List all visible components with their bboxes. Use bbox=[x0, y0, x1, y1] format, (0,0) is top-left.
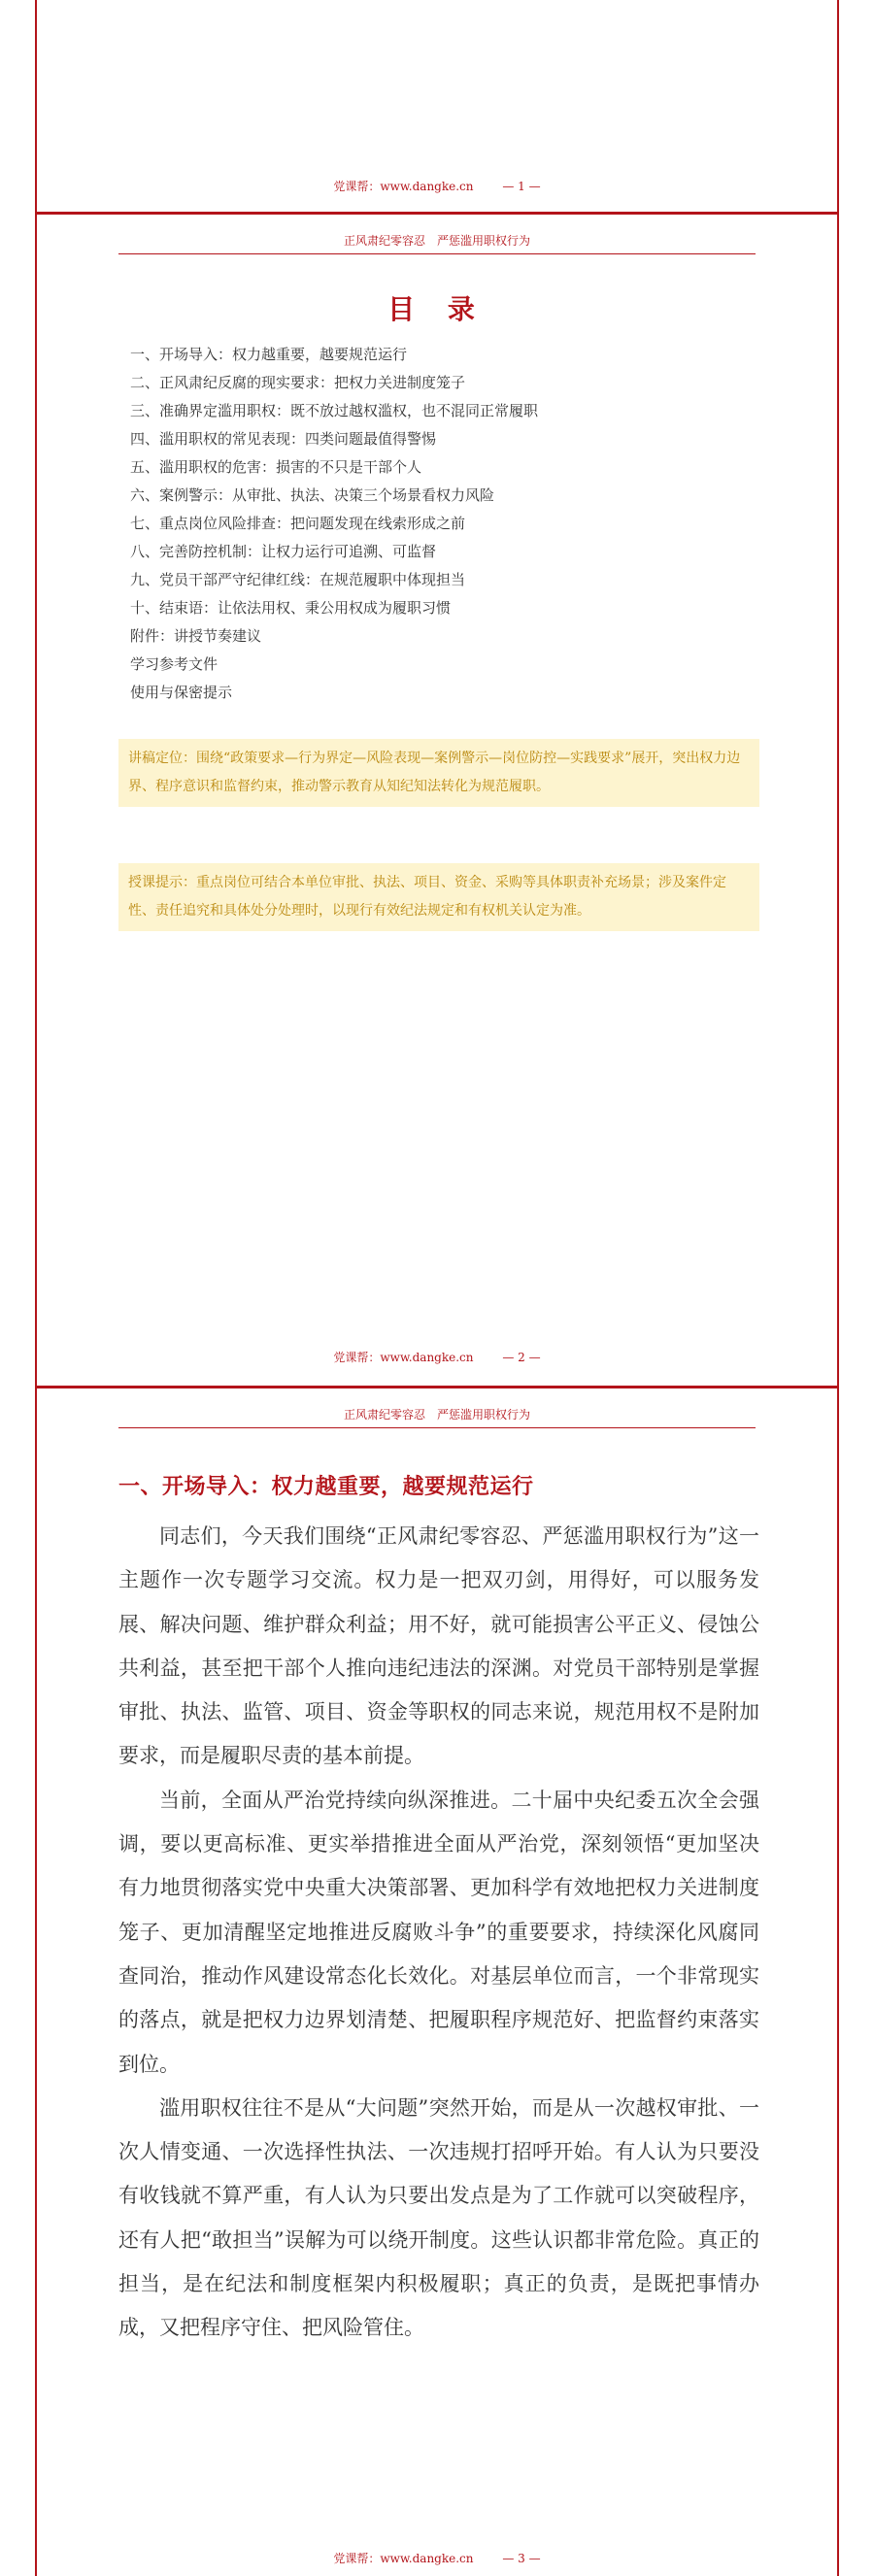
toc-item[interactable]: 八、完善防控机制：让权力运行可追溯、可监督 bbox=[130, 543, 437, 560]
footer-site[interactable]: 党课帮：www.dangke.cn bbox=[333, 180, 474, 193]
body-paragraph: 当前，全面从严治党持续向纵深推进。二十届中央纪委五次全会强调，要以更高标准、更实举措推进全面从严治党，深刻领悟“更加坚决有力地贯彻落实党中央重大决策部署、更加科学有效地把权力关进制度笼子、更加清醒坚定地推进反腐败斗争”的重要要求，持续深化风腐同查同治，推动作风建设常态化长效化。对基层单位而言，一个非常现实的落点，就是把权力边界划清楚、把履职程序规范好、把监督约束落实到位。 bbox=[118, 1788, 759, 2076]
toc-list bbox=[130, 341, 752, 707]
toc-title: 目 录 bbox=[387, 293, 487, 325]
page-number: — 2 — bbox=[502, 1351, 541, 1364]
toc-item[interactable]: 使用与保密提示 bbox=[130, 684, 233, 701]
toc-item[interactable]: 学习参考文件 bbox=[130, 655, 218, 673]
page-footer bbox=[37, 1349, 837, 1365]
toc-item[interactable]: 九、党员干部严守纪律红线：在规范履职中体现担当 bbox=[130, 571, 466, 588]
lecture-positioning-note: 讲稿定位：围绕“政策要求—行为界定—风险表现—案例警示—岗位防控—实践要求”展开，突出权力边界、程序意识和监督约束，推动警示教育从知纪知法转化为规范履职。 bbox=[118, 739, 759, 807]
toc-item[interactable]: 五、滥用职权的危害：损害的不只是干部个人 bbox=[130, 458, 422, 476]
page-3 bbox=[35, 1388, 839, 2576]
header-rule bbox=[118, 253, 756, 254]
toc-item[interactable]: 二、正风肃纪反腐的现实要求：把权力关进制度笼子 bbox=[130, 374, 466, 391]
toc-item[interactable]: 附件：讲授节奏建议 bbox=[130, 627, 262, 645]
teaching-tip-note: 授课提示：重点岗位可结合本单位审批、执法、项目、资金、采购等具体职责补充场景；涉及案件定性、责任追究和具体处分处理时，以现行有效纪法规定和有权机关认定为准。 bbox=[118, 863, 759, 931]
toc-item[interactable]: 四、滥用职权的常见表现：四类问题最值得警惕 bbox=[130, 430, 437, 448]
page-number: — 3 — bbox=[502, 2552, 541, 2565]
header-rule bbox=[118, 1427, 756, 1428]
footer-site[interactable]: 党课帮：www.dangke.cn bbox=[333, 1351, 474, 1364]
section-title: 一、开场导入：权力越重要，越要规范运行 bbox=[118, 1474, 534, 1499]
page-header: 正风肃纪零容忍 严惩滥用职权行为 bbox=[343, 1408, 530, 1422]
body-paragraph: 滥用职权往往不是从“大问题”突然开始，而是从一次越权审批、一次人情变通、一次选择性执法、一次违规打招呼开始。有人认为只要没有收钱就不算严重，有人认为只要出发点是为了工作就可以突破程序，还有人把“敢担当”误解为可以绕开制度。这些认识都非常危险。真正的担当，是在纪法和制度框架内积极履职；真正的负责，是既把事情办成，又把程序守住、把风险管住。 bbox=[118, 2095, 759, 2340]
toc-item[interactable]: 三、准确界定滥用职权：既不放过越权滥权，也不混同正常履职 bbox=[130, 402, 539, 419]
page-footer bbox=[37, 178, 837, 194]
footer-site[interactable]: 党课帮：www.dangke.cn bbox=[333, 2552, 474, 2565]
toc-item[interactable]: 六、案例警示：从审批、执法、决策三个场景看权力风险 bbox=[130, 486, 495, 504]
body-paragraph: 同志们，今天我们围绕“正风肃纪零容忍、严惩滥用职权行为”这一主题作一次专题学习交流。权力是一把双刃剑，用得好，可以服务发展、解决问题、维护群众利益；用不好，就可能损害公平正义、侵蚀公共利益，甚至把干部个人推向违纪违法的深渊。对党员干部特别是掌握审批、执法、监管、项目、资金等职权的同志来说，规范用权不是附加要求，而是履职尽责的基本前提。 bbox=[118, 1524, 759, 1768]
page-2 bbox=[35, 215, 839, 1386]
toc-item[interactable]: 十、结束语：让依法用权、秉公用权成为履职习惯 bbox=[130, 599, 452, 617]
toc-item[interactable]: 一、开场导入：权力越重要，越要规范运行 bbox=[130, 346, 408, 363]
section-body bbox=[118, 1515, 759, 2351]
toc-item[interactable]: 七、重点岗位风险排查：把问题发现在线索形成之前 bbox=[130, 515, 466, 532]
page-footer bbox=[37, 2550, 837, 2566]
page-header: 正风肃纪零容忍 严惩滥用职权行为 bbox=[343, 234, 530, 248]
page-1 bbox=[35, 0, 839, 212]
page-number: — 1 — bbox=[502, 180, 541, 193]
